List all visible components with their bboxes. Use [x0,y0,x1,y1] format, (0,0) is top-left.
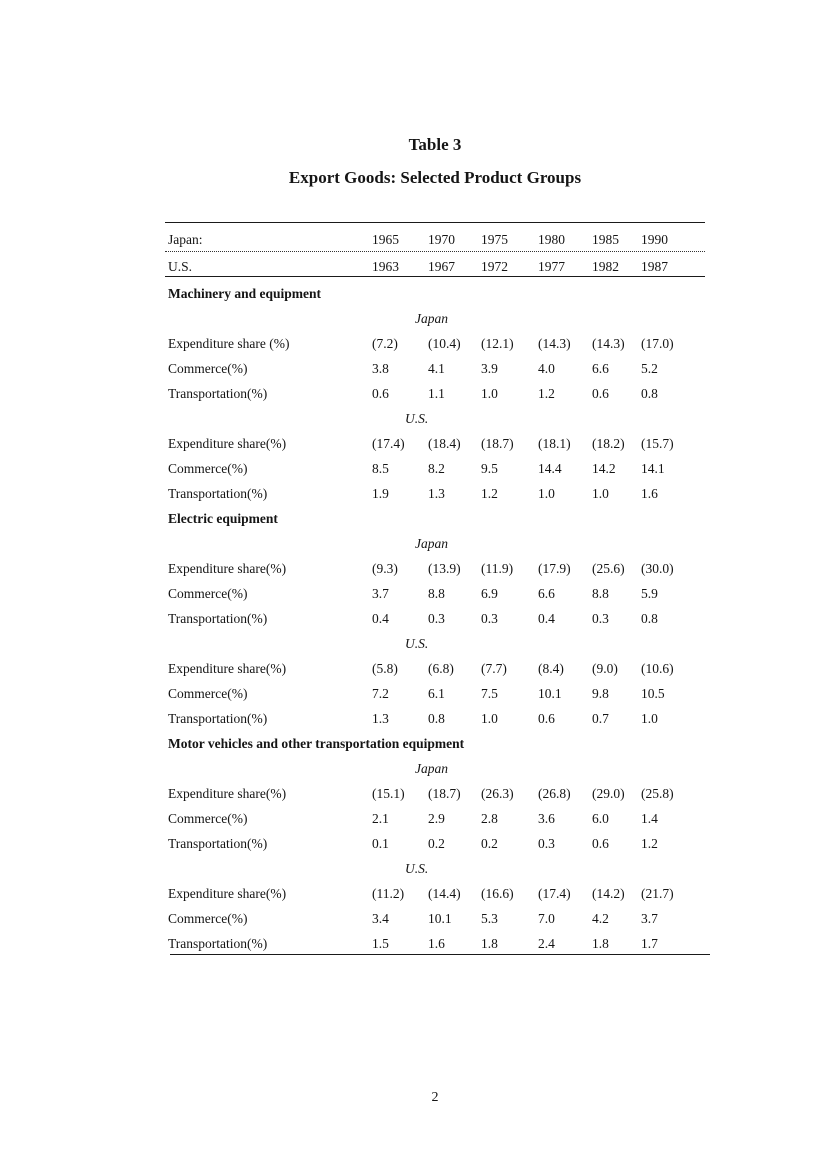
data-cell: (10.4) [428,336,461,351]
data-cell: (25.6) [592,561,625,576]
year-header: 1987 [641,259,668,274]
data-cell: 0.6 [592,836,609,851]
data-cell: 0.2 [481,836,498,851]
data-cell: (17.4) [538,886,571,901]
data-cell: (25.8) [641,786,674,801]
data-cell: 5.9 [641,586,658,601]
data-cell: 0.6 [372,386,389,401]
year-header: 1963 [372,259,399,274]
data-cell: (14.3) [592,336,625,351]
data-cell: 10.5 [641,686,665,701]
data-cell: (13.9) [428,561,461,576]
data-cell: 3.7 [372,586,389,601]
data-cell: 0.3 [481,611,498,626]
data-cell: 4.2 [592,911,609,926]
country-subheading: Japan [415,761,448,776]
data-cell: 0.4 [538,611,555,626]
country-subheading: Japan [415,536,448,551]
data-cell: 2.9 [428,811,445,826]
data-cell: (6.8) [428,661,454,676]
data-cell: (26.8) [538,786,571,801]
data-cell: 8.2 [428,461,445,476]
data-cell: 6.6 [538,586,555,601]
year-header: 1970 [428,232,455,247]
data-cell: (26.3) [481,786,514,801]
section-heading: Electric equipment [168,511,278,526]
data-cell: 14.2 [592,461,616,476]
data-cell: 1.9 [372,486,389,501]
country-subheading: U.S. [405,636,429,651]
data-cell: (14.4) [428,886,461,901]
table-bottom-rule [170,954,710,955]
data-cell: 1.3 [372,711,389,726]
data-cell: (11.2) [372,886,405,901]
data-cell: 0.3 [428,611,445,626]
row-label: Commerce(%) [168,586,248,601]
data-cell: (21.7) [641,886,674,901]
data-cell: 8.5 [372,461,389,476]
data-cell: 1.7 [641,936,658,951]
data-cell: (17.9) [538,561,571,576]
data-cell: (14.2) [592,886,625,901]
data-cell: 8.8 [428,586,445,601]
data-cell: (18.7) [428,786,461,801]
data-cell: (8.4) [538,661,564,676]
year-header: 1972 [481,259,508,274]
data-cell: (18.7) [481,436,514,451]
row-label: Transportation(%) [168,836,268,851]
data-cell: 1.5 [372,936,389,951]
table-top-rule [165,222,705,223]
data-cell: 14.1 [641,461,665,476]
header-label: U.S. [168,259,193,274]
data-cell: (11.9) [481,561,514,576]
data-cell: 1.0 [641,711,658,726]
row-label: Expenditure share(%) [168,886,287,901]
section-heading: Motor vehicles and other transportation equipment [168,736,465,751]
data-cell: (5.8) [372,661,398,676]
year-header: 1975 [481,232,508,247]
data-cell: 1.8 [481,936,498,951]
data-cell: 1.4 [641,811,658,826]
data-cell: 14.4 [538,461,562,476]
data-cell: 3.9 [481,361,498,376]
row-label: Expenditure share(%) [168,661,287,676]
data-cell: 2.8 [481,811,498,826]
data-cell: 9.5 [481,461,498,476]
data-cell: 6.1 [428,686,445,701]
data-cell: 1.0 [538,486,555,501]
data-cell: 1.2 [641,836,658,851]
data-cell: 2.4 [538,936,555,951]
table-label: Table 3 [408,135,462,154]
data-cell: (9.0) [592,661,618,676]
row-label: Commerce(%) [168,811,248,826]
row-label: Transportation(%) [168,611,268,626]
data-cell: 1.3 [428,486,445,501]
data-cell: (30.0) [641,561,674,576]
data-cell: (14.3) [538,336,571,351]
data-cell: 2.1 [372,811,389,826]
row-label: Expenditure share(%) [168,786,287,801]
data-cell: 9.8 [592,686,609,701]
year-header: 1990 [641,232,668,247]
page-number: 2 [431,1090,439,1105]
data-cell: 0.3 [538,836,555,851]
data-cell: 3.8 [372,361,389,376]
data-cell: 0.8 [428,711,445,726]
data-cell: (18.1) [538,436,571,451]
year-header: 1980 [538,232,565,247]
data-cell: 3.4 [372,911,389,926]
data-cell: (10.6) [641,661,674,676]
data-cell: (17.0) [641,336,674,351]
data-cell: (17.4) [372,436,405,451]
data-cell: 6.9 [481,586,498,601]
year-header: 1982 [592,259,619,274]
data-cell: 10.1 [538,686,562,701]
header-label: Japan: [168,232,203,247]
section-heading: Machinery and equipment [168,286,322,301]
data-cell: 0.3 [592,611,609,626]
data-cell: 0.2 [428,836,445,851]
data-cell: 0.7 [592,711,609,726]
header-divider [165,251,705,252]
data-cell: 3.6 [538,811,555,826]
data-cell: 7.0 [538,911,555,926]
data-cell: 0.8 [641,611,658,626]
data-cell: (7.7) [481,661,507,676]
header-bottom-rule [165,276,705,277]
data-cell: 1.0 [481,386,498,401]
country-subheading: Japan [415,311,448,326]
data-cell: 1.6 [428,936,445,951]
row-label: Commerce(%) [168,461,248,476]
data-cell: 4.1 [428,361,445,376]
data-cell: 1.6 [641,486,658,501]
data-cell: (18.2) [592,436,625,451]
data-cell: (9.3) [372,561,398,576]
data-cell: 6.6 [592,361,609,376]
data-cell: (15.7) [641,436,674,451]
data-cell: 1.8 [592,936,609,951]
data-cell: 3.7 [641,911,658,926]
row-label: Expenditure share(%) [168,436,287,451]
data-cell: 4.0 [538,361,555,376]
data-cell: 10.1 [428,911,452,926]
data-cell: 1.0 [481,711,498,726]
row-label: Transportation(%) [168,936,268,951]
row-label: Transportation(%) [168,386,268,401]
data-cell: 7.5 [481,686,498,701]
year-header: 1977 [538,259,565,274]
data-cell: (16.6) [481,886,514,901]
data-cell: 0.8 [641,386,658,401]
data-cell: 6.0 [592,811,609,826]
data-cell: 0.6 [538,711,555,726]
data-cell: 1.2 [481,486,498,501]
data-cell: (15.1) [372,786,405,801]
data-cell: (7.2) [372,336,398,351]
year-header: 1965 [372,232,399,247]
country-subheading: U.S. [405,861,429,876]
data-cell: 0.1 [372,836,389,851]
data-cell: (29.0) [592,786,625,801]
data-cell: 5.3 [481,911,498,926]
table-title: Export Goods: Selected Product Groups [288,168,582,187]
data-cell: 7.2 [372,686,389,701]
row-label: Commerce(%) [168,361,248,376]
data-cell: 0.4 [372,611,389,626]
data-cell: (12.1) [481,336,514,351]
row-label: Expenditure share (%) [168,336,290,351]
data-cell: 1.0 [592,486,609,501]
year-header: 1967 [428,259,455,274]
row-label: Commerce(%) [168,911,248,926]
row-label: Transportation(%) [168,486,268,501]
data-cell: 5.2 [641,361,658,376]
row-label: Transportation(%) [168,711,268,726]
country-subheading: U.S. [405,411,429,426]
row-label: Commerce(%) [168,686,248,701]
data-cell: (18.4) [428,436,461,451]
data-cell: 1.1 [428,386,445,401]
data-cell: 0.6 [592,386,609,401]
data-cell: 8.8 [592,586,609,601]
data-cell: 1.2 [538,386,555,401]
year-header: 1985 [592,232,619,247]
row-label: Expenditure share(%) [168,561,287,576]
